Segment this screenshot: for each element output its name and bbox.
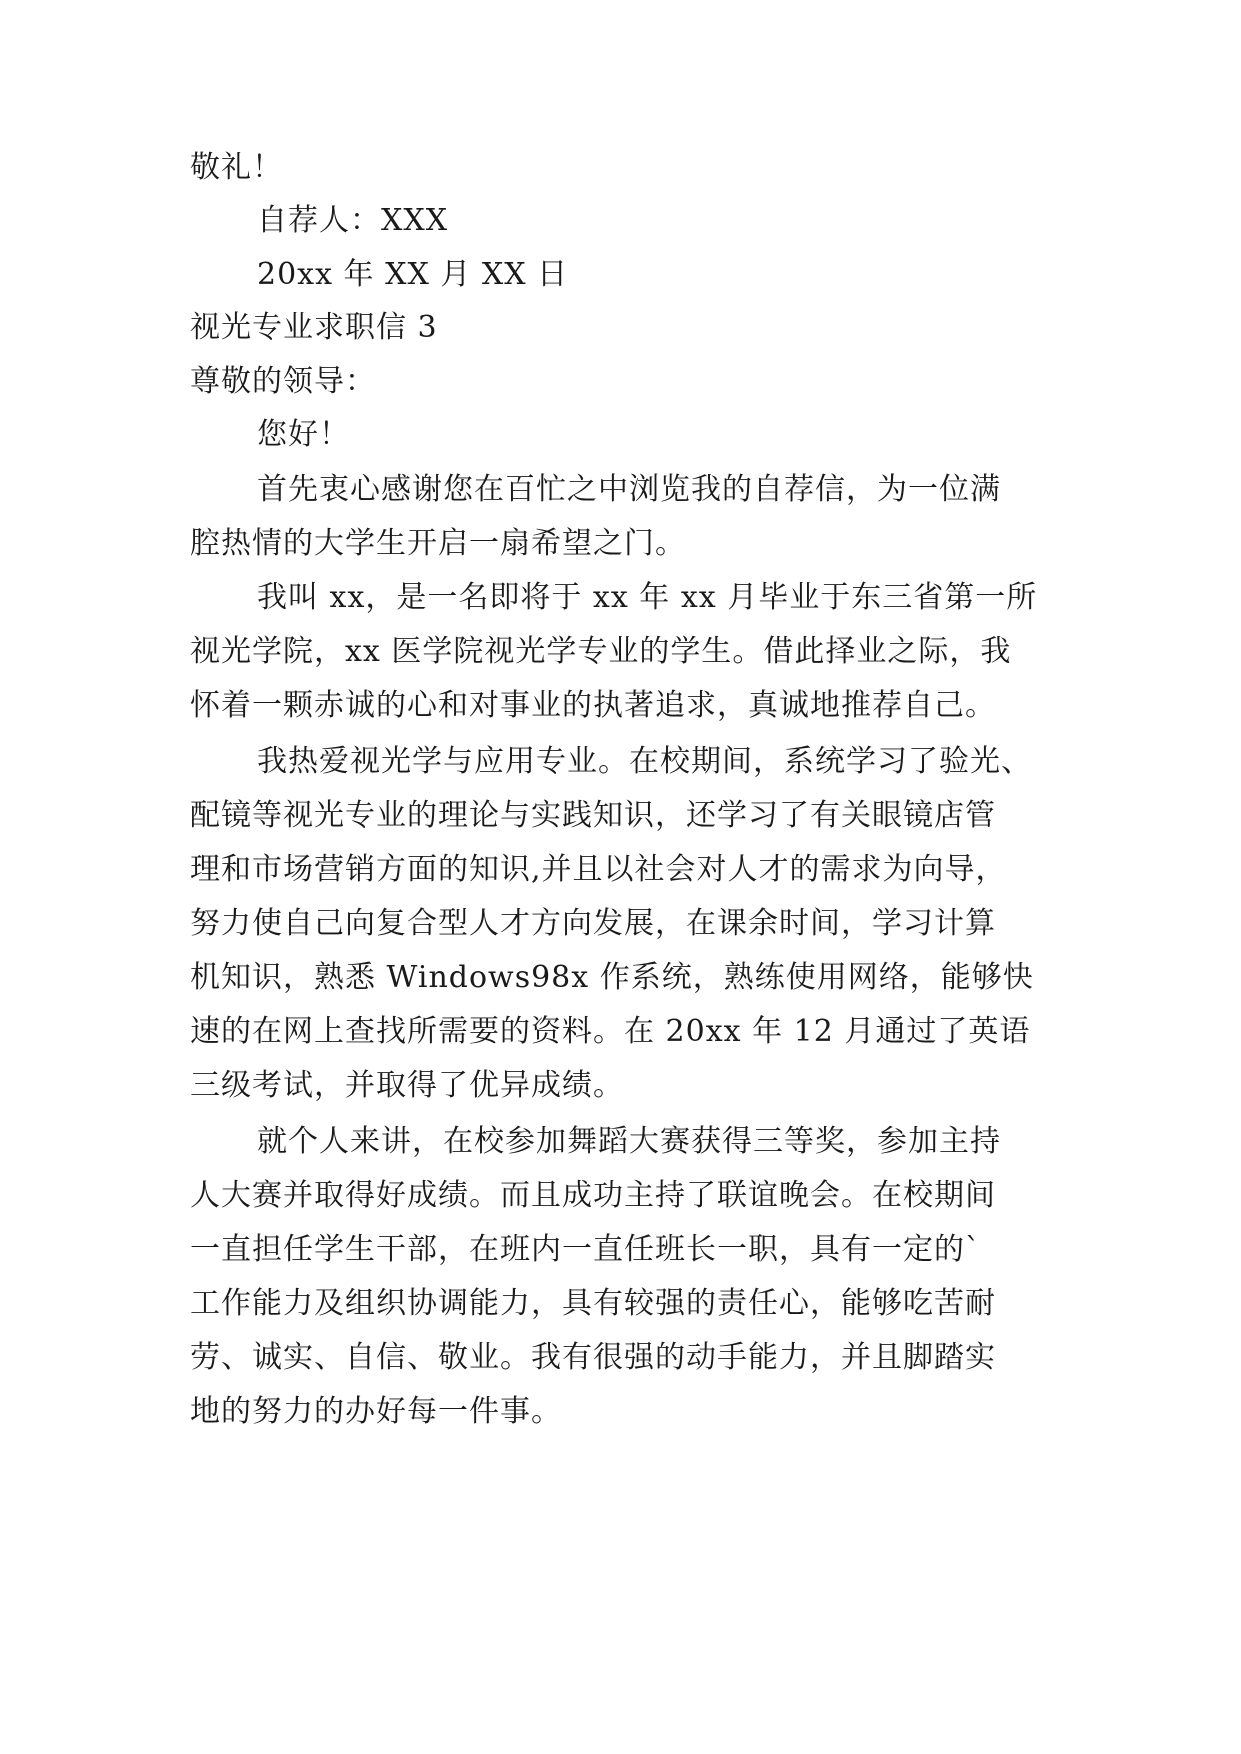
body-line: 机知识，熟悉 Windows98x 作系统，熟练使用网络，能够快 xyxy=(190,960,1034,995)
body-line: 首先衷心感谢您在百忙之中浏览我的自荐信，为一位满 xyxy=(257,472,1001,507)
signature-line: 自荐人：XXX xyxy=(257,203,449,238)
body-line: 地的努力的办好每一件事。 xyxy=(190,1394,562,1429)
body-line: 我叫 xx，是一名即将于 xx 年 xx 月毕业于东三省第一所 xyxy=(257,580,1038,615)
body-line: 劳、诚实、自信、敬业。我有很强的动手能力，并且脚踏实 xyxy=(190,1340,996,1375)
body-line: 视光学院，xx 医学院视光学专业的学生。借此择业之际，我 xyxy=(190,634,1012,669)
body-line: 就个人来讲，在校参加舞蹈大赛获得三等奖，参加主持 xyxy=(257,1124,1001,1159)
closing-line: 敬礼！ xyxy=(190,150,283,185)
body-line: 怀着一颗赤诚的心和对事业的执著追求，真诚地推荐自己。 xyxy=(190,688,996,723)
body-line: 三级考试，并取得了优异成绩。 xyxy=(190,1068,624,1103)
body-line: 腔热情的大学生开启一扇希望之门。 xyxy=(190,526,686,561)
greeting-line: 您好！ xyxy=(257,417,350,452)
body-line: 配镜等视光专业的理论与实践知识，还学习了有关眼镜店管 xyxy=(190,798,996,833)
date-line: 20xx 年 XX 月 XX 日 xyxy=(257,257,569,292)
body-line: 理和市场营销方面的知识,并且以社会对人才的需求为向导， xyxy=(190,852,1007,887)
body-line: 一直担任学生干部，在班内一直任班长一职，具有一定的` xyxy=(190,1232,981,1267)
body-line: 人大赛并取得好成绩。而且成功主持了联谊晚会。在校期间 xyxy=(190,1178,996,1213)
body-line: 速的在网上查找所需要的资料。在 20xx 年 12 月通过了英语 xyxy=(190,1014,1031,1049)
body-line: 努力使自己向复合型人才方向发展，在课余时间，学习计算 xyxy=(190,906,996,941)
body-line: 我热爱视光学与应用专业。在校期间，系统学习了验光、 xyxy=(257,744,1032,779)
salutation-line: 尊敬的领导： xyxy=(190,364,376,399)
letter-heading: 视光专业求职信 3 xyxy=(190,310,438,345)
body-line: 工作能力及组织协调能力，具有较强的责任心，能够吃苦耐 xyxy=(190,1286,996,1321)
